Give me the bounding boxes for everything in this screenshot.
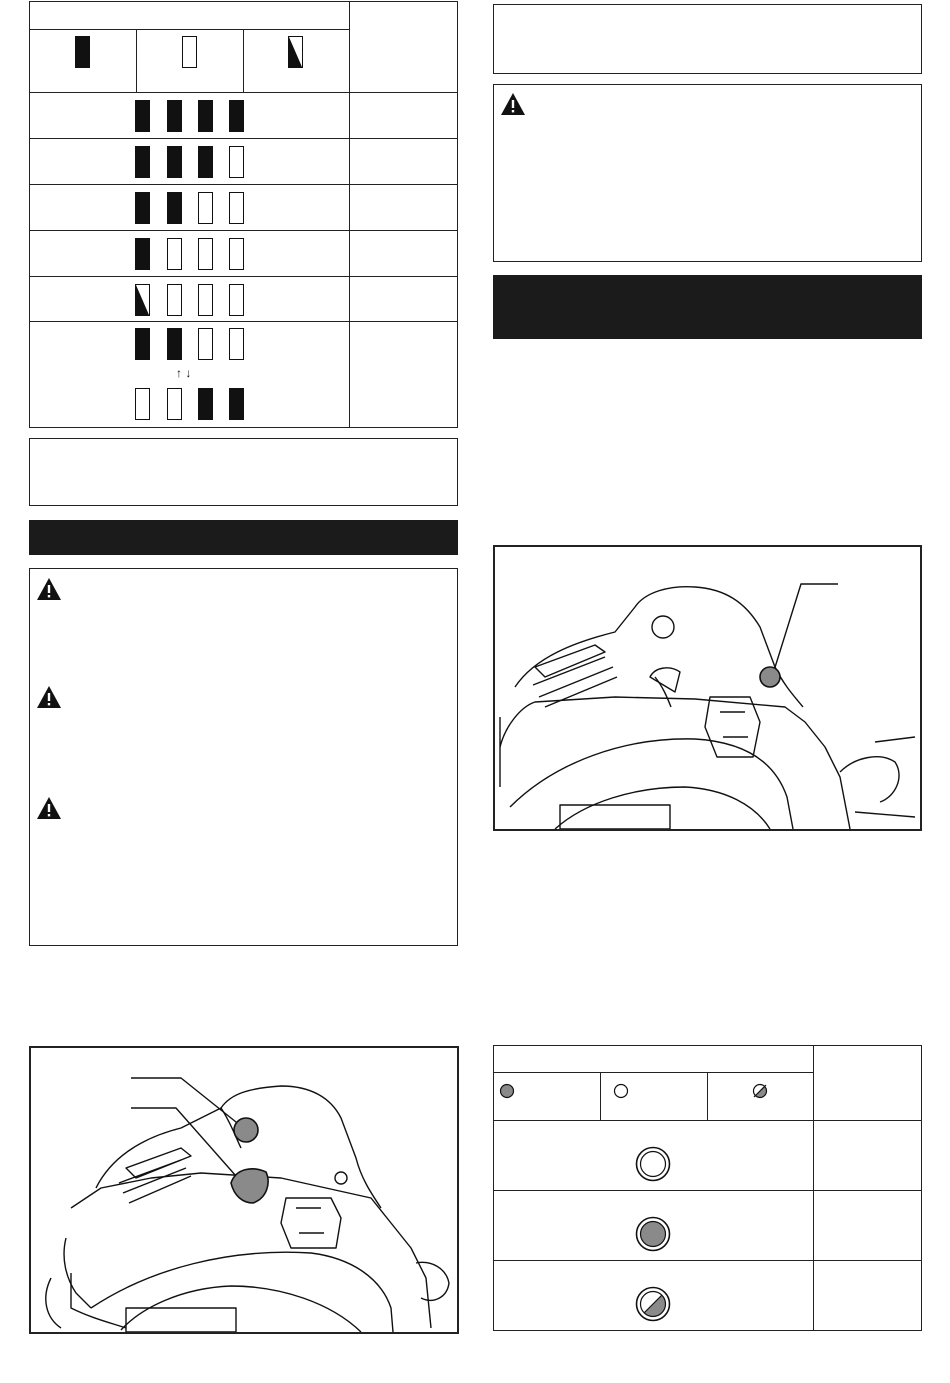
segment [135,146,150,178]
row-separator [30,321,457,322]
warning-box-right [493,84,922,262]
segment [229,238,244,270]
segment [229,328,244,360]
segment [167,328,182,360]
segment [135,100,150,132]
segment [135,328,150,360]
lamp-blinking-icon [635,1286,671,1322]
lamp-blinking-icon [752,1083,768,1099]
row-separator [30,230,457,231]
lamp-button-icon [760,667,780,687]
segment [135,388,150,420]
segment [198,388,213,420]
row-separator [30,92,457,93]
segment [167,192,182,224]
table-divider [494,1072,814,1073]
off-segment-icon [182,36,197,68]
lamp-on-icon [635,1216,671,1252]
warning-triangle-icon [36,796,62,820]
alternating-arrows: ↑ ↓ [176,366,192,380]
segment [198,192,213,224]
saw-illustration-lamp [493,545,922,831]
warning-triangle-icon [500,92,526,116]
battery-indicator-table [29,1,458,428]
warning-triangle-icon [36,685,62,709]
segment [198,284,213,316]
blinking-segment-icon [288,36,303,68]
segment [198,146,213,178]
segment [198,238,213,270]
segment [135,284,150,316]
circular-saw-drawing [31,1048,457,1332]
segment [229,100,244,132]
segment [229,192,244,224]
table-divider [600,1072,601,1120]
segment [229,146,244,178]
lamp-status-table [493,1045,922,1331]
circular-saw-drawing [495,547,920,829]
segment [135,192,150,224]
table-divider [707,1072,708,1120]
lamp-on-icon [499,1083,515,1099]
section-heading-band-right [493,275,922,339]
table-divider [349,2,350,427]
segment [167,388,182,420]
table-divider [243,29,244,92]
segment [167,100,182,132]
section-heading-band [29,520,458,555]
warning-triangle-icon [36,577,62,601]
table-divider [136,29,137,92]
caution-box [29,568,458,946]
row-separator [494,1260,921,1261]
lamp-off-icon [635,1146,671,1182]
segment [167,238,182,270]
table-header-cell [30,29,350,30]
table-divider [813,1046,814,1330]
segment [135,238,150,270]
segment [229,284,244,316]
saw-illustration-lamp-switch [29,1046,459,1334]
row-separator [494,1190,921,1191]
row-separator [30,184,457,185]
row-separator [30,138,457,139]
lamp-button-icon [234,1118,258,1142]
note-box [29,438,458,506]
segment [167,146,182,178]
segment [229,388,244,420]
lamp-off-icon [613,1083,629,1099]
switch-lever-icon [231,1169,268,1203]
row-separator [494,1120,921,1121]
note-box-right [493,4,922,74]
segment [167,284,182,316]
segment [198,328,213,360]
row-separator [30,276,457,277]
segment [198,100,213,132]
lit-segment-icon [75,36,90,68]
